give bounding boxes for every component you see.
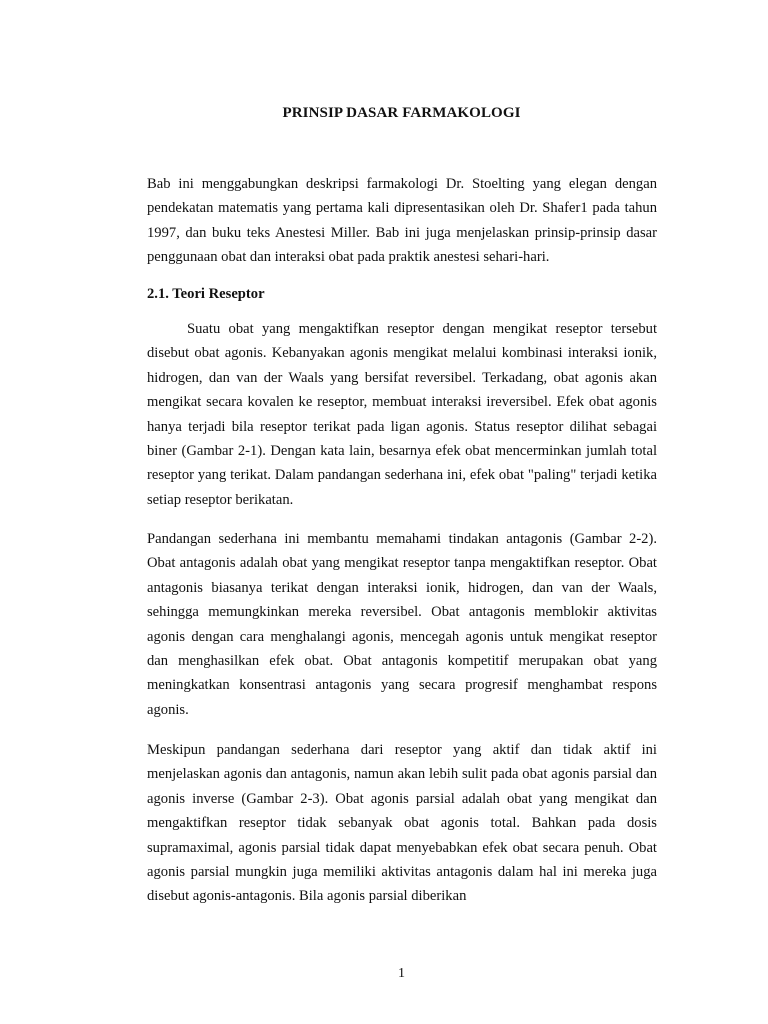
page-title: PRINSIP DASAR FARMAKOLOGI xyxy=(282,105,521,121)
intro-paragraph: Bab ini menggabungkan deskripsi farmakologi Dr. Stoelting yang elegan dengan pendekatan matematis yang pertama kali dipresentasikan oleh Dr. Shafer1 pada tahun 1997, dan buku teks Anestesi Miller. Bab ini juga menjelaskan prinsip-prinsip dasar penggunaan obat dan interaksi obat pada praktik anestesi sehari-hari. xyxy=(147,176,657,266)
body-paragraph: Meskipun pandangan sederhana dari reseptor yang aktif dan tidak aktif ini menjelaskan agonis dan antagonis, namun akan lebih sulit pada obat agonis parsial dan agonis inverse (Gambar 2-3). Obat agonis parsial adalah obat yang mengikat dan mengaktifkan reseptor tidak sebanyak obat agonis total. Bahkan pada dosis supramaximal, agonis parsial tidak dapat menyebabkan efek obat secara penuh. Obat agonis parsial mungkin juga memiliki aktivitas antagonis dalam hal ini mereka juga disebut agonis-antagonis. Bila agonis parsial diberikan xyxy=(147,742,657,905)
paragraph-block-2 xyxy=(147,527,657,722)
body-paragraph: Pandangan sederhana ini membantu memahami tindakan antagonis (Gambar 2-2). Obat antagonis adalah obat yang mengikat reseptor tanpa mengaktifkan reseptor. Obat antagonis biasanya terikat dengan interaksi ionik, hidrogen, dan van der Waals, sehingga memungkinkan mereka reversibel. Obat antagonis memblokir aktivitas agonis dengan cara menghalangi agonis, mencegah agonis untuk mengikat reseptor dan menghasilkan efek obat. Obat antagonis kompetitif merupakan obat yang meningkatkan konsentrasi antagonis yang secara progresif menghambat respons agonis. xyxy=(147,531,657,718)
intro-paragraph-block xyxy=(147,172,657,270)
paragraph-block-3 xyxy=(147,738,657,909)
page-number: 1 xyxy=(398,966,405,981)
section-heading: 2.1. Teori Reseptor xyxy=(147,286,265,302)
paragraph-block-1 xyxy=(147,317,657,512)
body-paragraph: Suatu obat yang mengaktifkan reseptor dengan mengikat reseptor tersebut disebut obat agonis. Kebanyakan agonis mengikat melalui kombinasi interaksi ionik, hidrogen, dan van der Waals yang bersifat reversibel. Terkadang, obat agonis akan mengikat secara kovalen ke reseptor, membuat interaksi ireversibel. Efek obat agonis hanya terjadi bila reseptor terikat pada ligan agonis. Status reseptor dilihat sebagai biner (Gambar 2-1). Dengan kata lain, besarnya efek obat mencerminkan jumlah total reseptor yang terikat. Dalam pandangan sederhana ini, efek obat "paling" terjadi ketika setiap reseptor berikatan. xyxy=(147,321,657,508)
